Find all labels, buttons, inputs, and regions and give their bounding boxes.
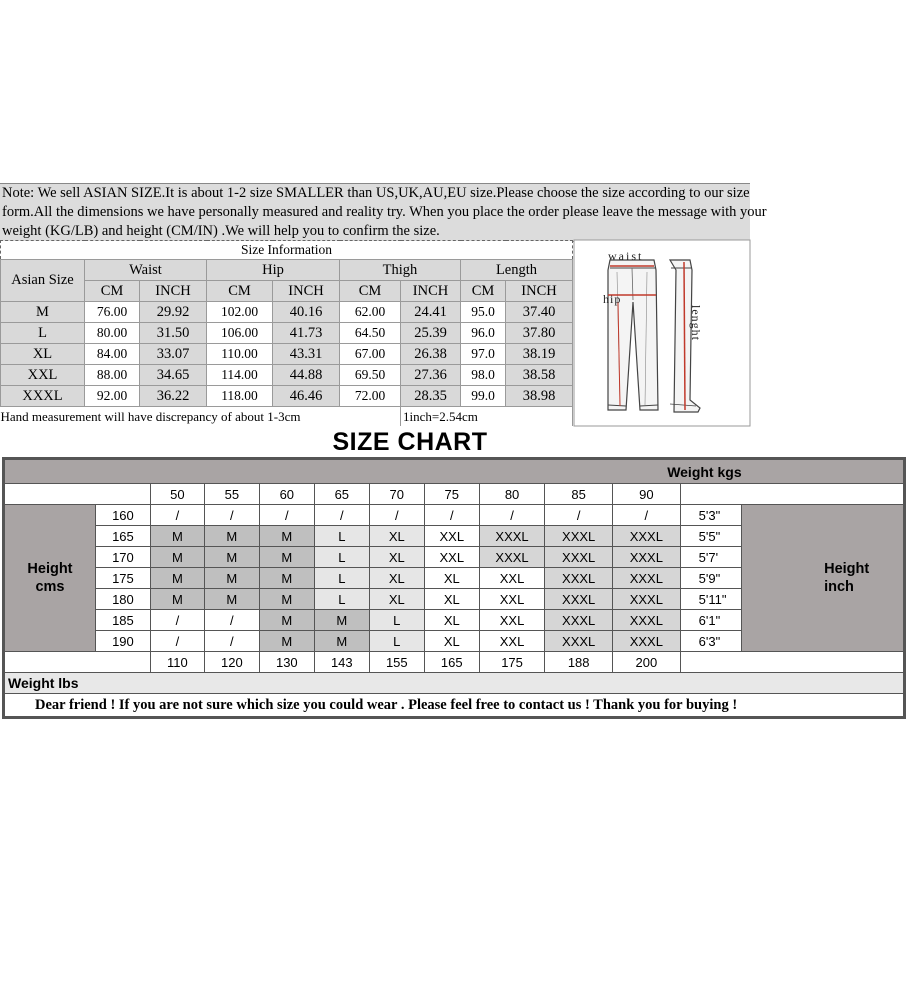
measurement-cell: 44.88 bbox=[273, 365, 340, 386]
height-cm-value: 170 bbox=[95, 547, 150, 568]
size-cell: / bbox=[204, 631, 259, 652]
size-cell: XXL bbox=[479, 589, 545, 610]
size-cell: M bbox=[259, 610, 314, 631]
unit-header: INCH bbox=[273, 281, 340, 302]
measurement-cell: 88.00 bbox=[85, 365, 140, 386]
weight-lbs-value: 130 bbox=[259, 652, 314, 673]
lbs-row-end bbox=[680, 652, 903, 673]
height-inch-label-line: inch bbox=[824, 579, 854, 595]
size-cell: L bbox=[314, 526, 369, 547]
measurement-cell: 26.38 bbox=[401, 344, 461, 365]
size-cell: XL bbox=[369, 526, 424, 547]
height-cm-value: 180 bbox=[95, 589, 150, 610]
height-cm-value: 185 bbox=[95, 610, 150, 631]
weight-lbs-label: Weight lbs bbox=[5, 673, 904, 694]
hip-header: Hip bbox=[207, 260, 340, 281]
size-cell: M bbox=[150, 589, 204, 610]
size-cell: M bbox=[259, 568, 314, 589]
size-cell: XXL bbox=[479, 631, 545, 652]
weight-lbs-value: 165 bbox=[424, 652, 479, 673]
measurement-cell: 62.00 bbox=[340, 302, 401, 323]
size-cell: XXXL bbox=[613, 526, 681, 547]
size-cell: XL bbox=[369, 589, 424, 610]
measurement-cell: 37.40 bbox=[506, 302, 573, 323]
size-label: XXL bbox=[1, 365, 85, 386]
measurement-cell: 110.00 bbox=[207, 344, 273, 365]
measurement-cell: 106.00 bbox=[207, 323, 273, 344]
height-inch-value: 6'1" bbox=[680, 610, 741, 631]
note-line: form.All the dimensions we have personally measured and reality try. When you place the order please leave the message with your bbox=[2, 204, 767, 220]
height-cms-label-line: cms bbox=[35, 579, 65, 595]
height-inch-value: 5'7' bbox=[680, 547, 741, 568]
height-inch-value: 5'9" bbox=[680, 568, 741, 589]
unit-header-row bbox=[1, 281, 573, 302]
measurement-cell: 99.0 bbox=[461, 386, 506, 407]
weight-kgs-header: Weight kgs bbox=[5, 460, 742, 484]
kg-row-end bbox=[680, 484, 903, 505]
measurement-cell: 41.73 bbox=[273, 323, 340, 344]
size-row bbox=[1, 386, 573, 407]
measurement-cell: 92.00 bbox=[85, 386, 140, 407]
weight-kg-value: 65 bbox=[314, 484, 369, 505]
weight-lbs-label-row bbox=[5, 673, 904, 694]
size-cell: M bbox=[150, 568, 204, 589]
weight-header-row bbox=[5, 460, 904, 484]
size-cell: M bbox=[150, 526, 204, 547]
contact-message: Dear friend ! If you are not sure which size you could wear . Please feel free to contact us ! Thank you for buying ! bbox=[5, 694, 904, 717]
size-information-section bbox=[0, 240, 572, 426]
measurement-cell: 29.92 bbox=[140, 302, 207, 323]
size-cell: XXXL bbox=[545, 547, 613, 568]
weight-kg-value: 85 bbox=[545, 484, 613, 505]
measurement-cell: 76.00 bbox=[85, 302, 140, 323]
size-cell: XXXL bbox=[613, 610, 681, 631]
size-cell: L bbox=[314, 568, 369, 589]
height-cm-value: 190 bbox=[95, 631, 150, 652]
weight-lbs-value: 175 bbox=[479, 652, 545, 673]
size-cell: L bbox=[314, 547, 369, 568]
size-cell: M bbox=[150, 547, 204, 568]
height-inch-value: 5'3" bbox=[680, 505, 741, 526]
size-cell: M bbox=[204, 526, 259, 547]
footnote-row bbox=[1, 407, 573, 427]
measurement-cell: 40.16 bbox=[273, 302, 340, 323]
measurement-cell: 69.50 bbox=[340, 365, 401, 386]
length-header: Length bbox=[461, 260, 573, 281]
size-note-banner bbox=[0, 183, 767, 242]
inch-conversion-note: 1inch=2.54cm bbox=[401, 407, 573, 427]
unit-header: CM bbox=[461, 281, 506, 302]
weight-kg-value: 70 bbox=[369, 484, 424, 505]
size-cell: / bbox=[259, 505, 314, 526]
size-cell: XXXL bbox=[545, 589, 613, 610]
size-cell: / bbox=[369, 505, 424, 526]
weight-kg-value: 50 bbox=[150, 484, 204, 505]
size-chart-table bbox=[4, 459, 904, 717]
group-header-row bbox=[1, 260, 573, 281]
weight-kg-value: 55 bbox=[204, 484, 259, 505]
lbs-row-spacer bbox=[5, 652, 151, 673]
measurement-cell: 38.58 bbox=[506, 365, 573, 386]
measurement-cell: 80.00 bbox=[85, 323, 140, 344]
height-cm-value: 165 bbox=[95, 526, 150, 547]
size-cell: XXL bbox=[424, 547, 479, 568]
size-chart-frame bbox=[2, 457, 906, 719]
kg-row-spacer bbox=[5, 484, 151, 505]
weight-header-spacer bbox=[742, 460, 904, 484]
measurement-cell: 33.07 bbox=[140, 344, 207, 365]
measurement-cell: 27.36 bbox=[401, 365, 461, 386]
size-cell: XXXL bbox=[613, 631, 681, 652]
asian-size-header: Asian Size bbox=[1, 260, 85, 302]
measurement-cell: 24.41 bbox=[401, 302, 461, 323]
size-cell: / bbox=[150, 610, 204, 631]
size-row bbox=[1, 302, 573, 323]
measurement-cell: 38.19 bbox=[506, 344, 573, 365]
note-line: weight (KG/LB) and height (CM/IN) .We will help you to confirm the size. bbox=[2, 223, 440, 239]
measurement-cell: 64.50 bbox=[340, 323, 401, 344]
measurement-cell: 37.80 bbox=[506, 323, 573, 344]
height-inch-value: 6'3" bbox=[680, 631, 741, 652]
size-label: M bbox=[1, 302, 85, 323]
unit-header: INCH bbox=[401, 281, 461, 302]
size-information-caption: Size Information bbox=[1, 241, 573, 260]
weight-kg-value: 75 bbox=[424, 484, 479, 505]
size-cell: M bbox=[204, 568, 259, 589]
size-cell: M bbox=[314, 631, 369, 652]
size-label: XL bbox=[1, 344, 85, 365]
size-cell: XXL bbox=[479, 610, 545, 631]
size-cell: / bbox=[314, 505, 369, 526]
size-cell: XXXL bbox=[545, 631, 613, 652]
size-cell: M bbox=[259, 589, 314, 610]
size-cell: XL bbox=[424, 589, 479, 610]
size-cell: / bbox=[613, 505, 681, 526]
measurement-cell: 114.00 bbox=[207, 365, 273, 386]
pant-illustration bbox=[574, 240, 750, 426]
size-chart-section bbox=[0, 457, 870, 719]
size-cell: M bbox=[259, 526, 314, 547]
size-cell: L bbox=[369, 631, 424, 652]
pant-measurement-diagram bbox=[574, 240, 750, 426]
size-cell: XXL bbox=[479, 568, 545, 589]
size-row bbox=[1, 344, 573, 365]
size-label: XXXL bbox=[1, 386, 85, 407]
measurement-cell: 46.46 bbox=[273, 386, 340, 407]
weight-kg-value: 60 bbox=[259, 484, 314, 505]
size-cell: XXXL bbox=[613, 568, 681, 589]
size-cell: M bbox=[259, 547, 314, 568]
size-cell: XXXL bbox=[545, 610, 613, 631]
size-cell: / bbox=[204, 610, 259, 631]
height-inch-value: 5'11" bbox=[680, 589, 741, 610]
size-cell: XXXL bbox=[545, 568, 613, 589]
size-cell: / bbox=[150, 505, 204, 526]
size-row bbox=[1, 365, 573, 386]
measurement-cell: 25.39 bbox=[401, 323, 461, 344]
size-cell: XXXL bbox=[545, 526, 613, 547]
size-chart-title: SIZE CHART bbox=[332, 428, 488, 456]
measurement-cell: 43.31 bbox=[273, 344, 340, 365]
waist-label: waist bbox=[608, 249, 644, 263]
measurement-cell: 95.0 bbox=[461, 302, 506, 323]
size-cell: / bbox=[545, 505, 613, 526]
note-line: Note: We sell ASIAN SIZE.It is about 1-2 size SMALLER than US,UK,AU,EU size.Please choose the size according to our size bbox=[2, 185, 750, 201]
height-cms-label bbox=[5, 505, 96, 652]
measurement-cell: 102.00 bbox=[207, 302, 273, 323]
weight-kg-row bbox=[5, 484, 904, 505]
size-cell: XXL bbox=[424, 526, 479, 547]
size-cell: XXXL bbox=[613, 589, 681, 610]
measurement-cell: 84.00 bbox=[85, 344, 140, 365]
unit-header: INCH bbox=[506, 281, 573, 302]
size-cell: XL bbox=[369, 547, 424, 568]
size-cell: XL bbox=[424, 631, 479, 652]
measurement-cell: 34.65 bbox=[140, 365, 207, 386]
unit-header: CM bbox=[85, 281, 140, 302]
weight-kg-value: 80 bbox=[479, 484, 545, 505]
height-cm-value: 160 bbox=[95, 505, 150, 526]
weight-lbs-value: 200 bbox=[613, 652, 681, 673]
size-cell: / bbox=[424, 505, 479, 526]
weight-lbs-value: 120 bbox=[204, 652, 259, 673]
thigh-header: Thigh bbox=[340, 260, 461, 281]
size-cell: / bbox=[204, 505, 259, 526]
unit-header: CM bbox=[207, 281, 273, 302]
size-cell: XXXL bbox=[479, 526, 545, 547]
size-cell: M bbox=[204, 589, 259, 610]
measurement-cell: 36.22 bbox=[140, 386, 207, 407]
size-cell: XXXL bbox=[479, 547, 545, 568]
size-cell: XXXL bbox=[613, 547, 681, 568]
weight-lbs-value: 143 bbox=[314, 652, 369, 673]
height-inch-value: 5'5" bbox=[680, 526, 741, 547]
hip-label: hip bbox=[603, 292, 622, 306]
size-cell: M bbox=[259, 631, 314, 652]
size-label: L bbox=[1, 323, 85, 344]
size-cell: XL bbox=[369, 568, 424, 589]
size-cell: M bbox=[314, 610, 369, 631]
measurement-cell: 97.0 bbox=[461, 344, 506, 365]
weight-lbs-value: 155 bbox=[369, 652, 424, 673]
weight-lbs-value: 188 bbox=[545, 652, 613, 673]
measurement-cell: 72.00 bbox=[340, 386, 401, 407]
measurement-cell: 98.0 bbox=[461, 365, 506, 386]
size-row bbox=[1, 323, 573, 344]
height-inch-label bbox=[742, 505, 904, 652]
size-information-table bbox=[0, 240, 573, 426]
length-label: lenght bbox=[689, 305, 703, 341]
measurement-cell: 96.0 bbox=[461, 323, 506, 344]
height-cms-label-line: Height bbox=[27, 561, 73, 577]
table-caption-row bbox=[1, 241, 573, 260]
height-row bbox=[5, 505, 904, 526]
weight-kg-value: 90 bbox=[613, 484, 681, 505]
height-cm-value: 175 bbox=[95, 568, 150, 589]
size-cell: / bbox=[150, 631, 204, 652]
size-cell: XL bbox=[424, 610, 479, 631]
size-cell: / bbox=[479, 505, 545, 526]
weight-lbs-row bbox=[5, 652, 904, 673]
measurement-cell: 118.00 bbox=[207, 386, 273, 407]
measurement-cell: 38.98 bbox=[506, 386, 573, 407]
size-cell: M bbox=[204, 547, 259, 568]
unit-header: INCH bbox=[140, 281, 207, 302]
discrepancy-note: Hand measurement will have discrepancy of about 1-3cm bbox=[1, 407, 401, 427]
size-cell: L bbox=[314, 589, 369, 610]
unit-header: CM bbox=[340, 281, 401, 302]
measurement-cell: 28.35 bbox=[401, 386, 461, 407]
size-cell: L bbox=[369, 610, 424, 631]
waist-header: Waist bbox=[85, 260, 207, 281]
measurement-cell: 67.00 bbox=[340, 344, 401, 365]
weight-lbs-value: 110 bbox=[150, 652, 204, 673]
measurement-cell: 31.50 bbox=[140, 323, 207, 344]
footer-row bbox=[5, 694, 904, 717]
size-cell: XL bbox=[424, 568, 479, 589]
height-inch-label-line: Height bbox=[824, 561, 870, 577]
